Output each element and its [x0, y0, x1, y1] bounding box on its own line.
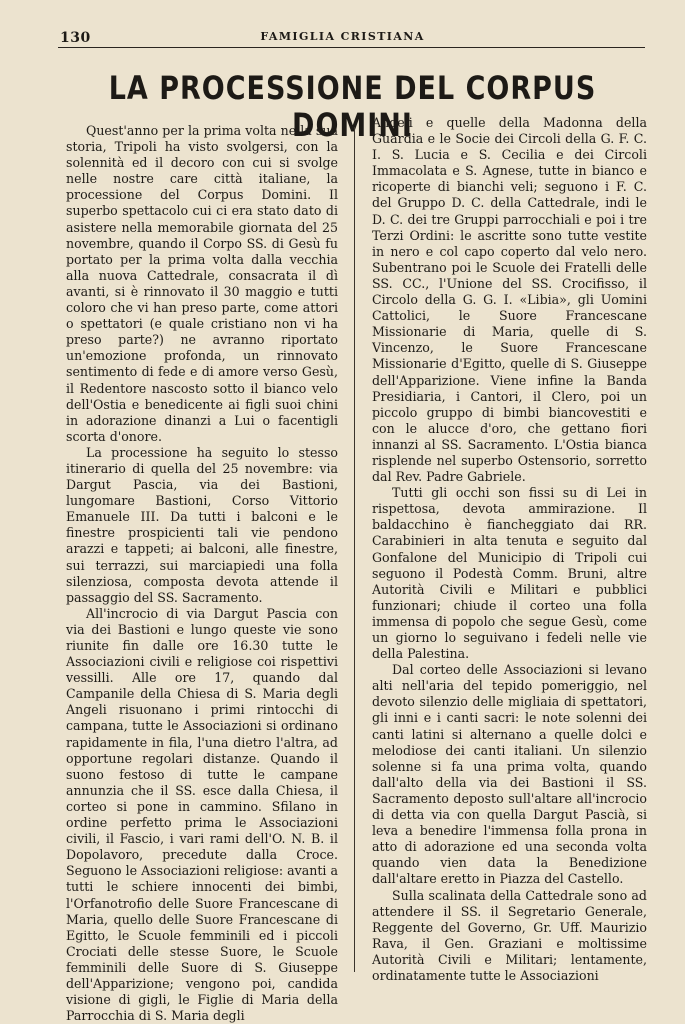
- header-rule: [58, 47, 645, 48]
- paragraph: Sulla scalinata della Cattedrale sono ad attendere il SS. il Segretario Generale, Reggente del Governo, Gr. Uff. Maurizio Rava, il Gen. Graziani e moltissime Autorità Civili e Militari; lentamente, ordinatamente tutte le Associazioni: [372, 887, 647, 983]
- column-divider: [354, 127, 355, 972]
- paragraph: La processione ha seguito lo stesso itinerario di quella del 25 novembre: via Dargut Pascia, via dei Bastioni, lungomare Bastioni, Corso Vittorio Emanuele III. Da tutti i balconi e le finestre prospicienti tali vie pendono arazzi e tappeti; ai balconi, alle finestre, sui terrazzi, sui marciapiedi una folla silenziosa, composta devota attende il passaggio del SS. Sacramento.: [66, 444, 338, 605]
- page-number: 130: [60, 30, 91, 46]
- paragraph: All'incrocio di via Dargut Pascia con via dei Bastioni e lungo queste vie sono riunite fin dalle ore 16.30 tutte le Associazioni civili e religiose coi rispettivi vessilli. Alle ore 17, quando dal Campanile della Chiesa di S. Maria degli Angeli risuonano i primi rintocchi di campana, tutte le Associazioni si ordinano rapidamente in fila, l'una dietro l'altra, ad opportune regolari distanze. Quando il suono festoso di tutte le campane annunzia che il SS. esce dalla Chiesa, il corteo si pone in cammino. Sfilano in ordine perfetto prima le Associazioni civili, il Fascio, i vari rami dell'O. N. B. il Dopolavoro, precedute dalla Croce. Seguono le Associazioni religiose: avanti a tutti le schiere innocenti dei bimbi, l'Orfanotrofio delle Suore Francescane di Maria, quello delle Suore Francescane di Egitto, le Scuole femminili ed i piccoli Crociati delle stesse Suore, le Scuole femminili delle Suore di S. Giuseppe dell'Apparizione; vengono poi, candida visione di gigli, le Figlie di Maria della Parrocchia di S. Maria degli: [66, 605, 338, 1024]
- left-column: [66, 123, 338, 1024]
- right-column: [372, 115, 647, 984]
- paragraph: Angeli e quelle della Madonna della Guardia e le Socie dei Circoli della G. F. C. I. S. Lucia e S. Cecilia e dei Circoli Immacolata e S. Agnese, tutte in bianco e ricoperte di bianchi veli; seguono i F. C. del Gruppo D. C. della Cattedrale, indi le D. C. dei tre Gruppi parrocchiali e poi i tre Terzi Ordini: le ascritte sono tutte vestite in nero e col capo coperto dal velo nero. Subentrano poi le Scuole dei Fratelli delle SS. CC., l'Unione del SS. Crocifisso, il Circolo della G. G. I. «Libia», gli Uomini Cattolici, le Suore Francescane Missionarie di Maria, quelle di S. Vincenzo, le Suore Francescane Missionarie d'Egitto, quelle di S. Giuseppe dell'Apparizione. Viene infine la Banda Presidiaria, i Cantori, il Clero, poi un piccolo gruppo di bimbi biancovestiti e con le alucce d'oro, che gettano fiori innanzi al SS. Sacramento. L'Ostia bianca risplende nel superbo Ostensorio, sorretto dal Rev. Padre Gabriele.: [372, 115, 647, 485]
- paragraph: Dal corteo delle Associazioni si levano alti nell'aria del tepido pomeriggio, nel devoto silenzio delle migliaia di spettatori, gli inni e i canti sacri: le note solenni dei canti latini si alternano a quelle dolci e melodiose dei canti italiani. Un silenzio solenne si fa una prima volta, quando dall'alto della via dei Bastioni il SS. Sacramento deposto sull'altare all'incrocio di detta via con quella Dargut Pascià, si leva a benedire l'immensa folla prona in atto di adorazione ed una seconda volta quando vien data la Benedizione dall'altare eretto in Piazza del Castello.: [372, 662, 647, 887]
- paragraph: Tutti gli occhi son fissi su di Lei in rispettosa, devota ammirazione. Il baldacchino è fiancheggiato dai RR. Carabinieri in alta tenuta e seguito dal Gonfalone del Municipio di Tripoli cui seguono il Podestà Comm. Bruni, altre Autorità Civili e Militari e pubblici funzionari; chiude il corteo una folla immensa di popolo che segue Gesù, come un giorno lo seguivano i fedeli nelle vie della Palestina.: [372, 485, 647, 662]
- article-title: LA PROCESSIONE DEL CORPUS DOMINI: [108, 70, 597, 145]
- running-head: FAMIGLIA CRISTIANA: [260, 30, 425, 43]
- paragraph: Quest'anno per la prima volta nella sua storia, Tripoli ha visto svolgersi, con la solennità ed il decoro con cui si svolge nelle nostre care città italiane, la processione del Corpus Domini. Il superbo spettacolo cui ci era stato dato di asistere nella memorabile giornata del 25 novembre, quando il Corpo SS. di Gesù fu portato per la prima volta dalla vecchia alla nuova Cattedrale, consacrata il dì avanti, si è rinnovato il 30 maggio e tutti coloro che vi han preso parte, come attori o spettatori (e quale cristiano non vi ha preso parte?) ne avranno riportato un'emozione profonda, un rinnovato sentimento di fede e di amore verso Gesù, il Redentore nascosto sotto il bianco velo dell'Ostia e benedicente ai figli suoi chini in adorazione dinanzi a Lui o facentigli scorta d'onore.: [66, 123, 338, 444]
